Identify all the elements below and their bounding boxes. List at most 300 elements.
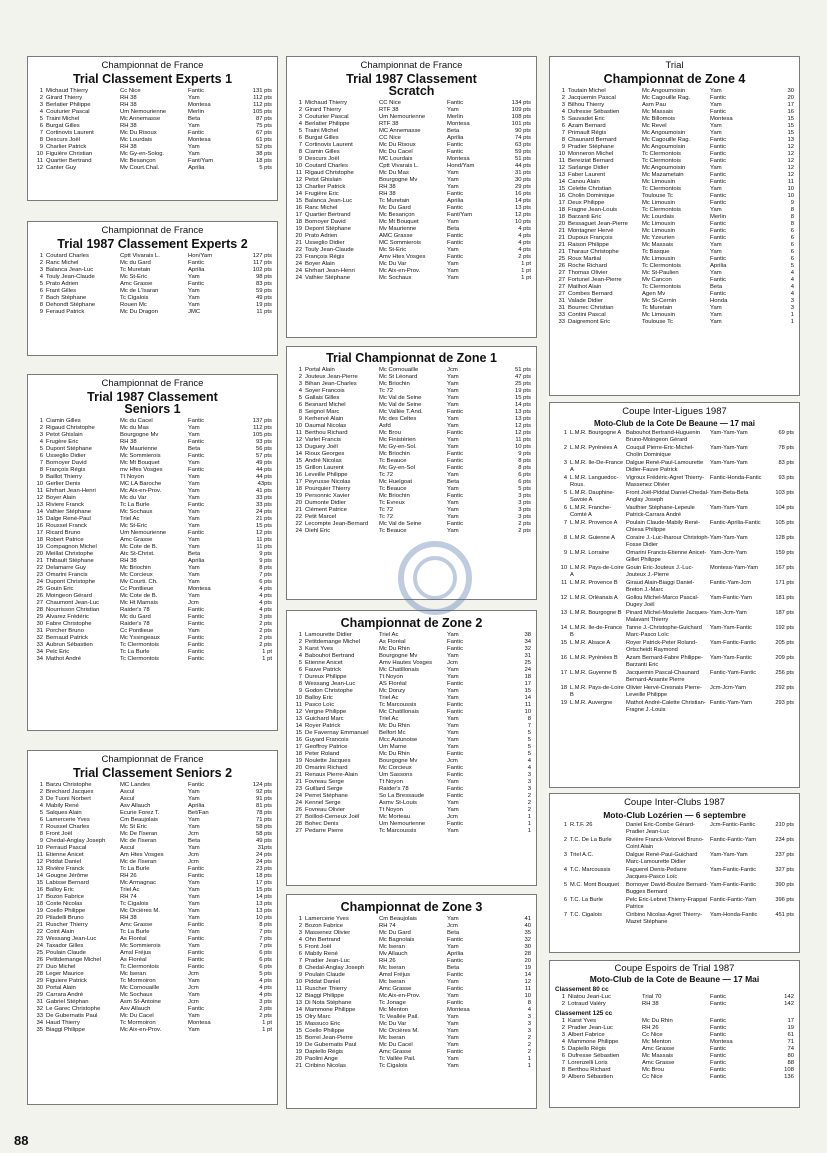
table-row bbox=[33, 558, 272, 565]
make-cell: Yam bbox=[188, 908, 200, 914]
rank-cell: 2 bbox=[561, 95, 565, 101]
make-cell: Yam bbox=[447, 632, 459, 638]
rider-cell: Ciamin Gilles bbox=[46, 418, 81, 424]
points-cell: 43pts bbox=[257, 481, 272, 487]
club-cell: Mc Sochaux bbox=[379, 275, 412, 281]
make-cell: Fantic bbox=[447, 986, 464, 992]
table-row bbox=[292, 388, 531, 395]
points-cell: 98 pts bbox=[255, 274, 272, 280]
experts1-panel bbox=[27, 56, 278, 201]
points-cell: 8 pts bbox=[518, 465, 531, 471]
club-cell: Tc Clermontois bbox=[642, 186, 681, 192]
rider-cell: Girard Thierry bbox=[46, 95, 83, 101]
rank-cell: 4 bbox=[298, 388, 302, 394]
rank-cell: 27 bbox=[36, 964, 43, 970]
points-cell: 9 bbox=[790, 200, 794, 206]
rank-cell: 16 bbox=[36, 887, 43, 893]
rank-cell: 13 bbox=[295, 444, 302, 450]
rider-cell: Traini Michel bbox=[46, 116, 80, 122]
rider-cell: Biaggi Philippe bbox=[46, 1027, 85, 1033]
points-cell: 17 bbox=[524, 681, 531, 687]
scratch-table bbox=[292, 100, 531, 282]
points-cell: 15 bbox=[787, 123, 794, 129]
rider-cell: Petot Ghislain bbox=[305, 177, 342, 183]
rank-cell: 24 bbox=[36, 579, 43, 585]
rank-cell: 15 bbox=[295, 1014, 302, 1020]
rider-cell: Bozon Fabrice bbox=[46, 894, 84, 900]
rider-cell: Daigremont Eric bbox=[568, 319, 611, 325]
make-cell: Fantic bbox=[188, 130, 205, 136]
rank-cell: 30 bbox=[36, 985, 43, 991]
rider-cell: Boillod-Cerneux Joël bbox=[305, 814, 360, 820]
rank-cell: 12 bbox=[295, 437, 302, 443]
team-cell: L.M.R. Languedoc-Rous. bbox=[570, 475, 619, 488]
club-cell: Mc Du Cacel bbox=[379, 149, 413, 155]
points-cell: 105 pts bbox=[252, 109, 272, 115]
rider-cell: Touly Jean-Claude bbox=[305, 247, 354, 253]
table-row bbox=[33, 302, 272, 309]
rank-cell: 15 bbox=[558, 186, 565, 192]
rank-cell: 16 bbox=[295, 205, 302, 211]
points-cell: 112 pts bbox=[253, 102, 272, 108]
club-cell: As Floréal bbox=[120, 957, 147, 963]
table-row bbox=[292, 1014, 531, 1021]
rank-cell: 21 bbox=[36, 922, 43, 928]
club-cell: Tc Cigalois bbox=[379, 1063, 408, 1069]
points-cell: 41 pts bbox=[255, 488, 272, 494]
rank-cell: 4 bbox=[561, 1039, 565, 1045]
rider-cell: Lamercerie Yves bbox=[46, 817, 90, 823]
rider-cell: Bereiziat Bernard bbox=[568, 158, 614, 164]
table-row bbox=[292, 149, 531, 156]
club-cell: Mc Mazametain bbox=[642, 172, 684, 178]
rank-cell: 7 bbox=[39, 460, 43, 466]
club-cell: Tc Vallée Pail. bbox=[379, 1056, 416, 1062]
points-cell: 30 bbox=[524, 944, 531, 950]
table-row bbox=[292, 254, 531, 261]
table-row bbox=[33, 439, 272, 446]
table-row bbox=[292, 944, 531, 951]
make-cell: Yam bbox=[188, 1027, 200, 1033]
riders-cell: Rivière Franck-Vetorvel Bruno-Coint Alain bbox=[626, 837, 704, 850]
points-cell: 6 pts bbox=[259, 964, 272, 970]
points-cell: 234 pts bbox=[775, 837, 794, 843]
rider-cell: Ruscher Thierry bbox=[305, 986, 347, 992]
club-cell: Mc Besançon bbox=[120, 158, 156, 164]
club-cell: Tc Muretain bbox=[642, 305, 673, 311]
make-cell: Yam bbox=[188, 425, 200, 431]
table-row bbox=[33, 852, 272, 859]
make-cell: Fantic bbox=[447, 751, 464, 757]
riders-cell: Royer Patrick-Peter Roland-Ortscheidt Raymond bbox=[626, 640, 698, 653]
rider-cell: Ranc Michel bbox=[46, 260, 79, 266]
rider-cell: Vergne Philippe bbox=[305, 709, 347, 715]
club-cell: RH 74 bbox=[379, 923, 396, 929]
points-cell: 13 bbox=[787, 137, 794, 143]
riders-cell: Daniel Eric-Combe Gérard-Pradier Jean-Luc bbox=[626, 822, 695, 835]
rider-cell: Canter Guy bbox=[46, 165, 77, 171]
make-cell: Yam bbox=[710, 186, 722, 192]
club-cell: Amc Grasse bbox=[120, 537, 153, 543]
seniors2-subtitle: Championnat de France bbox=[101, 754, 204, 765]
club-cell: RH 26 bbox=[379, 958, 396, 964]
rider-cell: Figuière Christian bbox=[46, 151, 93, 157]
seniors1-panel bbox=[27, 374, 278, 731]
makes-cell: Jcm-Jcm-Yam bbox=[710, 685, 746, 691]
rider-cell: Bessaguet Jean-Pierre bbox=[568, 221, 628, 227]
points-cell: 3 pts bbox=[259, 614, 272, 620]
interligues-panel bbox=[549, 402, 800, 788]
rank-cell: 17 bbox=[295, 744, 302, 750]
riders-cell: Pinard Michel-Moulette Jacques-Malavant Thierry bbox=[626, 610, 709, 623]
points-cell: 74 bbox=[787, 1046, 794, 1052]
club-cell: AMC Grasse bbox=[379, 233, 413, 239]
make-cell: Fantic bbox=[447, 786, 464, 792]
rank-cell: 14 bbox=[36, 509, 43, 515]
rider-cell: Cortinovis Laurent bbox=[305, 142, 353, 148]
make-cell: Yam bbox=[710, 319, 722, 325]
club-cell: RH 38 bbox=[120, 915, 137, 921]
make-cell: Fantic bbox=[188, 782, 205, 788]
experts2-title: Trial 1987 Classement Experts 2 bbox=[57, 237, 248, 251]
make-cell: Yam bbox=[188, 824, 200, 830]
club-cell: Mc Besançon bbox=[379, 212, 415, 218]
make-cell: Fantic bbox=[447, 493, 464, 499]
points-cell: 29 pts bbox=[514, 184, 531, 190]
make-cell: Fantic bbox=[188, 418, 205, 424]
rider-cell: Fragne Jean-Louis bbox=[568, 207, 618, 213]
points-cell: 51 pts bbox=[514, 156, 531, 162]
make-cell: Yam bbox=[710, 102, 722, 108]
rank-cell: 7 bbox=[561, 1060, 565, 1066]
rank-cell: 1 bbox=[39, 418, 43, 424]
club-cell: Tc Beauce bbox=[379, 528, 407, 534]
club-cell: Mc Du Gard bbox=[379, 205, 411, 211]
club-cell: Mc Du Rhin bbox=[379, 646, 410, 652]
points-cell: 8 bbox=[527, 716, 531, 722]
rank-cell: 21 bbox=[295, 1063, 302, 1069]
rank-cell: 13 bbox=[558, 172, 565, 178]
rank-cell: 11 bbox=[295, 430, 302, 436]
table-row bbox=[555, 109, 794, 116]
rider-cell: Bourrec Christian bbox=[568, 305, 614, 311]
make-cell: Montesa bbox=[447, 156, 470, 162]
make-cell: Fantic bbox=[447, 458, 464, 464]
table-row bbox=[555, 263, 794, 270]
rider-cell: Dupont Christophe bbox=[46, 579, 96, 585]
table-row bbox=[33, 999, 272, 1006]
club-cell: Tc 72 bbox=[379, 388, 394, 394]
points-cell: 11 pts bbox=[256, 309, 272, 315]
rank-cell: 14 bbox=[295, 1007, 302, 1013]
make-cell: Yam bbox=[447, 184, 459, 190]
riders-cell: Poulain Claude-Mabily René-Chiesa Philippe bbox=[626, 520, 700, 533]
table-row bbox=[33, 971, 272, 978]
points-cell: 17 pts bbox=[255, 880, 272, 886]
rank-cell: 10 bbox=[560, 565, 567, 571]
table-row bbox=[555, 158, 794, 165]
rider-cell: Wessang Jean-Luc bbox=[305, 681, 356, 687]
table-row bbox=[292, 423, 531, 430]
rider-cell: Coint Alain bbox=[46, 929, 75, 935]
table-row bbox=[555, 242, 794, 249]
points-cell: 12 pts bbox=[514, 430, 531, 436]
make-cell: Yam bbox=[188, 516, 200, 522]
make-cell: Fantic bbox=[447, 702, 464, 708]
club-cell: Tc Jonage bbox=[379, 1000, 406, 1006]
rank-cell: 3 bbox=[298, 381, 302, 387]
rider-cell: Perraud Pascal bbox=[46, 845, 87, 851]
make-cell: Yam bbox=[188, 274, 200, 280]
club-cell: MC Lourdais bbox=[379, 156, 413, 162]
table-row bbox=[292, 437, 531, 444]
make-cell: Yam bbox=[188, 901, 200, 907]
club-cell: Mc Limousin bbox=[642, 221, 676, 227]
club-cell: Mc Cagouille Rag. bbox=[642, 137, 691, 143]
points-cell: 21 pts bbox=[255, 516, 272, 522]
rider-cell: Quartier Bertrand bbox=[305, 212, 351, 218]
points-cell: 3 pts bbox=[518, 493, 531, 499]
make-cell: Yam bbox=[188, 880, 200, 886]
rider-cell: Ciamin Gilles bbox=[305, 149, 340, 155]
rider-cell: Karst Yves bbox=[305, 646, 334, 652]
table-row bbox=[292, 930, 531, 937]
team-cell: L.M.R. Franche-Comté A bbox=[570, 505, 612, 518]
team-cell: L.M.R. Ile-de-France B bbox=[570, 625, 623, 638]
table-row bbox=[292, 177, 531, 184]
rider-cell: André Nicolas bbox=[305, 458, 342, 464]
make-cell: Yam bbox=[188, 537, 200, 543]
points-cell: 5 bbox=[527, 737, 531, 743]
rider-cell: Sauvadet Eric bbox=[568, 116, 605, 122]
points-cell: 13 pts bbox=[514, 205, 531, 211]
rider-cell: Barzanti Eric bbox=[568, 214, 602, 220]
club-cell: Mc Massais bbox=[642, 1053, 674, 1059]
rider-cell: Rivière Franck bbox=[46, 866, 84, 872]
make-cell: Fantic bbox=[188, 957, 205, 963]
table-row bbox=[33, 267, 272, 274]
club-cell: RH 38 bbox=[120, 102, 137, 108]
table-row bbox=[33, 600, 272, 607]
make-cell: Fantic bbox=[188, 649, 205, 655]
make-cell: Yam bbox=[447, 381, 459, 387]
club-cell: Cc Pontlieue bbox=[120, 586, 154, 592]
rank-cell: 5 bbox=[561, 116, 565, 122]
rider-cell: Jouteux Jean-Pierre bbox=[305, 374, 358, 380]
seniors2-panel bbox=[27, 750, 278, 1105]
points-cell: 2 bbox=[527, 1042, 531, 1048]
table-row bbox=[292, 653, 531, 660]
table-row bbox=[33, 551, 272, 558]
points-cell: 6 pts bbox=[518, 472, 531, 478]
make-cell: Yam bbox=[188, 295, 200, 301]
rank-cell: 11 bbox=[295, 986, 302, 992]
table-row bbox=[555, 430, 794, 443]
table-row bbox=[33, 453, 272, 460]
points-cell: 35 bbox=[524, 930, 531, 936]
rider-cell: Couturier Pascal bbox=[46, 109, 90, 115]
points-cell: 112 pts bbox=[253, 425, 272, 431]
table-row bbox=[33, 950, 272, 957]
club-cell: Mc Cote de B. bbox=[120, 544, 158, 550]
table-row bbox=[33, 936, 272, 943]
points-cell: 237 pts bbox=[775, 852, 794, 858]
rank-cell: 19 bbox=[295, 493, 302, 499]
club-cell: Tc Cigalois bbox=[120, 295, 149, 301]
table-row bbox=[292, 1000, 531, 1007]
table-row bbox=[33, 789, 272, 796]
club-cell: Um Nemourienne bbox=[120, 109, 167, 115]
club-cell: Asm St-Antoine bbox=[120, 999, 161, 1005]
club-cell: Mc Du Rhin bbox=[379, 723, 410, 729]
rank-cell: 8 bbox=[39, 137, 43, 143]
club-cell: RH 26 bbox=[120, 873, 137, 879]
rank-cell: 2 bbox=[563, 837, 567, 843]
points-cell: 15 bbox=[787, 116, 794, 122]
make-cell: Yam bbox=[188, 978, 200, 984]
club-cell: Um Nemourienne bbox=[120, 530, 167, 536]
make-cell: Fantic bbox=[447, 205, 464, 211]
make-cell: Yam bbox=[447, 723, 459, 729]
points-cell: 4 bbox=[527, 1007, 531, 1013]
club-cell: Tc Muretain bbox=[379, 198, 410, 204]
table-row bbox=[33, 95, 272, 102]
make-cell: Yam bbox=[710, 242, 722, 248]
points-cell: 14 pts bbox=[514, 198, 531, 204]
club-cell: Mc Gy-en-Sol. bbox=[379, 444, 417, 450]
make-cell: Yam bbox=[447, 170, 459, 176]
team-cell: T.C. De La Burle bbox=[570, 837, 612, 843]
rank-cell: 19 bbox=[295, 1049, 302, 1055]
rank-cell: 29 bbox=[36, 978, 43, 984]
make-cell: Fantic bbox=[188, 260, 205, 266]
rider-cell: Thibault Stéphane bbox=[46, 558, 94, 564]
rank-cell: 9 bbox=[39, 309, 43, 315]
riders-cell: Giraud Alain-Biaggi Daniel-Breton J.-Marc bbox=[626, 580, 695, 593]
table-row bbox=[292, 1049, 531, 1056]
club-cell: Mc Iseran bbox=[379, 944, 405, 950]
rank-cell: 6 bbox=[298, 402, 302, 408]
zone3-title: Championnat de Zone 3 bbox=[340, 900, 483, 914]
rank-cell: 33 bbox=[558, 312, 565, 318]
rank-cell: 18 bbox=[295, 486, 302, 492]
rank-cell: 29 bbox=[36, 614, 43, 620]
rider-cell: Pelc Eric bbox=[46, 649, 70, 655]
table-row bbox=[33, 144, 272, 151]
table-row bbox=[555, 249, 794, 256]
make-cell: Yam bbox=[447, 486, 459, 492]
points-cell: 8 bbox=[790, 221, 794, 227]
rider-cell: Coste Nicolas bbox=[46, 901, 83, 907]
table-row bbox=[292, 493, 531, 500]
table-row bbox=[33, 446, 272, 453]
make-cell: Fantic bbox=[710, 291, 727, 297]
points-cell: 18 bbox=[524, 674, 531, 680]
rider-cell: Usseglio Didier bbox=[46, 453, 86, 459]
points-cell: 390 pts bbox=[775, 882, 794, 888]
points-cell: 6 pts bbox=[259, 957, 272, 963]
make-cell: Yam bbox=[710, 207, 722, 213]
table-row bbox=[33, 838, 272, 845]
club-cell: Um Marne bbox=[379, 744, 407, 750]
points-cell: 8 bbox=[790, 207, 794, 213]
club-cell: Mc Limousin bbox=[642, 179, 676, 185]
make-cell: Fantic bbox=[447, 681, 464, 687]
rank-cell: 20 bbox=[295, 233, 302, 239]
make-cell: Yam bbox=[447, 1063, 459, 1069]
rank-cell: 21 bbox=[295, 779, 302, 785]
table-row bbox=[292, 107, 531, 114]
points-cell: 11 bbox=[524, 702, 531, 708]
club-cell: Mc Ht Marnais bbox=[120, 600, 158, 606]
rider-cell: De Tuoni Norbert bbox=[46, 796, 91, 802]
rank-cell: 18 bbox=[558, 214, 565, 220]
table-row bbox=[292, 275, 531, 282]
rank-cell: 19 bbox=[560, 700, 567, 706]
riders-cell: Bornoyer David-Boulze Bernard-Bugges Bernard bbox=[626, 882, 709, 895]
interligues-title: Moto-Club de la Cote De Beaune — 17 mai bbox=[594, 419, 755, 428]
make-cell: Yam bbox=[447, 695, 459, 701]
table-row bbox=[292, 156, 531, 163]
club-cell: AS Floréal bbox=[379, 681, 407, 687]
club-cell: Toulouse Tc bbox=[642, 193, 673, 199]
make-cell: Fantic bbox=[188, 281, 205, 287]
points-cell: 4 pts bbox=[518, 233, 531, 239]
table-row bbox=[555, 565, 794, 578]
points-cell: 2 bbox=[527, 807, 531, 813]
rider-cell: Daumal Nicolas bbox=[305, 423, 347, 429]
points-cell: 6 bbox=[790, 228, 794, 234]
table-row bbox=[555, 520, 794, 533]
table-row bbox=[555, 116, 794, 123]
make-cell: Fantic bbox=[188, 607, 205, 613]
table-row bbox=[555, 207, 794, 214]
points-cell: 18 pts bbox=[255, 158, 272, 164]
rider-cell: Geoffroy Patrice bbox=[305, 744, 348, 750]
table-row bbox=[555, 550, 794, 563]
make-cell: Yam bbox=[188, 817, 200, 823]
rider-cell: Noulette Jacques bbox=[305, 758, 351, 764]
make-cell: Fantic bbox=[188, 88, 205, 94]
make-cell: Yam bbox=[447, 667, 459, 673]
riders-cell: Mathot André-Calette Christian-Fragne J.-Louis bbox=[626, 700, 706, 713]
rider-cell: Front Joël bbox=[305, 944, 332, 950]
make-cell: Jcm bbox=[188, 971, 199, 977]
club-cell: Mc Aix-en-Prov. bbox=[120, 1027, 162, 1033]
club-cell: CC Nice bbox=[379, 135, 401, 141]
rank-cell: 4 bbox=[39, 274, 43, 280]
rider-cell: Godon Christophe bbox=[305, 688, 353, 694]
rider-cell: Grillon Laurent bbox=[305, 465, 344, 471]
rider-cell: Biaggi Philippe bbox=[305, 993, 344, 999]
points-cell: 3 bbox=[527, 1014, 531, 1020]
points-cell: 3 bbox=[527, 779, 531, 785]
table-row bbox=[33, 901, 272, 908]
rider-cell: Brechard Jacques bbox=[46, 789, 94, 795]
make-cell: Yam bbox=[447, 716, 459, 722]
club-cell: Mc Val de Seine bbox=[379, 521, 422, 527]
make-cell: Fantic bbox=[188, 614, 205, 620]
rank-cell: 1 bbox=[298, 632, 302, 638]
rider-cell: Frugère Eric bbox=[46, 439, 79, 445]
rank-cell: 27 bbox=[558, 291, 565, 297]
club-cell: RH 38 bbox=[379, 191, 396, 197]
table-row bbox=[555, 640, 794, 653]
points-cell: 128 pts bbox=[775, 535, 794, 541]
rider-cell: Roussel Charles bbox=[46, 824, 90, 830]
rider-cell: Chaunard Bernard bbox=[568, 137, 617, 143]
rank-cell: 24 bbox=[295, 275, 302, 281]
